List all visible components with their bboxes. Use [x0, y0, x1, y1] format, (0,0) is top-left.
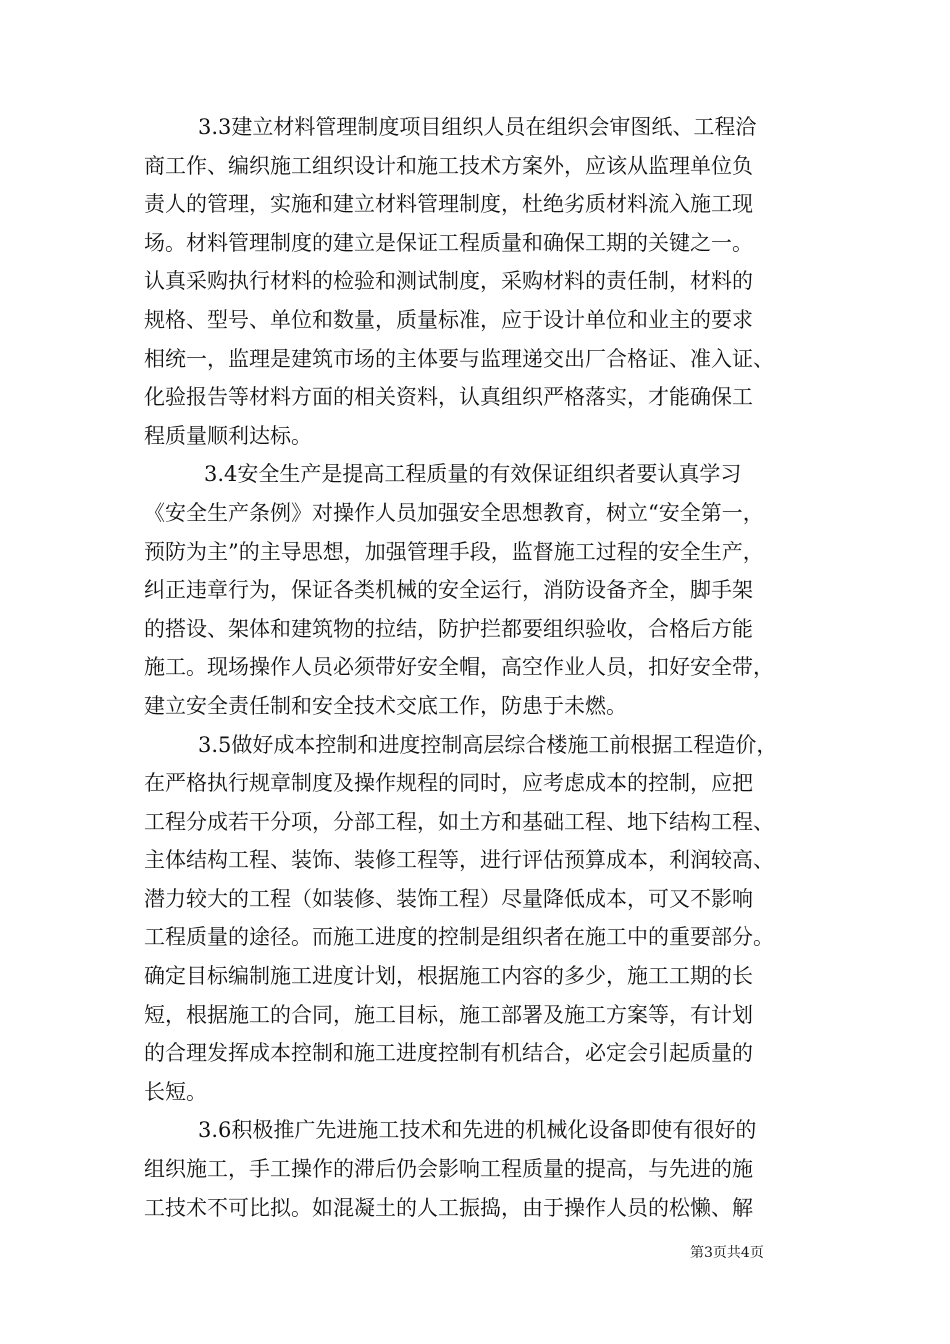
paragraph-3-6-line-2: 组织施工，手工操作的滞后仍会影响工程质量的提高，与先进的施: [144, 1157, 753, 1182]
paragraph-3-5-line-5: 潜力较大的工程（如装修、装饰工程）尽量降低成本，可又不影响: [144, 886, 753, 911]
paragraph-3-3-line-8: 化验报告等材料方面的相关资料，认真组织严格落实，才能确保工: [144, 385, 753, 410]
paragraph-3-3-line-7: 相统一，监理是建筑市场的主体要与监理递交出厂合格证、准入证、: [144, 346, 774, 371]
paragraph-3-4-line-4: 纠正违章行为，保证各类机械的安全运行，消防设备齐全，脚手架: [144, 578, 753, 603]
paragraph-3-3-line-1: 3.3建立材料管理制度项目组织人员在组织会审图纸、工程洽: [198, 115, 757, 139]
paragraph-3-5-line-6: 工程质量的途径。而施工进度的控制是组织者在施工中的重要部分。: [144, 925, 774, 950]
paragraph-3-5-line-1: 3.5做好成本控制和进度控制高层综合楼施工前根据工程造价，: [198, 732, 778, 757]
document-body: [144, 108, 816, 1227]
paragraph-3-5-line-7: 确定目标编制施工进度计划，根据施工内容的多少，施工工期的长: [144, 964, 753, 989]
paragraph-3-3-line-9: 程质量顺利达标。: [144, 423, 312, 448]
paragraph-3-5-line-2: 在严格执行规章制度及操作规程的同时，应考虑成本的控制，应把: [144, 771, 753, 796]
paragraph-3-4-line-2: 《安全生产条例》对操作人员加强安全思想教育，树立“安全第一，: [144, 500, 764, 525]
paragraph-3-3-line-4: 场。材料管理制度的建立是保证工程质量和确保工期的关键之一。: [144, 230, 753, 255]
paragraph-3-3-line-5: 认真采购执行材料的检验和测试制度，采购材料的责任制，材料的: [144, 269, 753, 294]
paragraph-3-6-line-1: 3.6积极推广先进施工技术和先进的机械化设备即使有很好的: [198, 1118, 757, 1143]
paragraph-3-5-line-8: 短，根据施工的合同，施工目标，施工部署及施工方案等，有计划: [144, 1002, 753, 1027]
paragraph-3-3-line-3: 责人的管理，实施和建立材料管理制度，杜绝劣质材料流入施工现: [144, 192, 753, 217]
paragraph-3-4-line-3: 预防为主”的主导思想，加强管理手段，监督施工过程的安全生产，: [144, 539, 764, 564]
paragraph-3-4-line-5: 的搭设、架体和建筑物的拉结，防护拦都要组织验收，合格后方能: [144, 616, 753, 641]
paragraph-3-4-line-1: 3.4安全生产是提高工程质量的有效保证组织者要认真学习: [204, 462, 742, 487]
paragraph-3-5-line-9: 的合理发挥成本控制和施工进度控制有机结合，必定会引起质量的: [144, 1041, 753, 1066]
paragraph-3-5-line-4: 主体结构工程、装饰、装修工程等，进行评估预算成本，利润较高、: [144, 848, 774, 873]
paragraph-3-3-line-2: 商工作、编织施工组织设计和施工技术方案外，应该从监理单位负: [144, 153, 753, 178]
paragraph-3-6-line-3: 工技术不可比拟。如混凝土的人工振捣，由于操作人员的松懒、解: [144, 1195, 753, 1220]
paragraph-3-5-line-10: 长短。: [144, 1079, 207, 1104]
paragraph-3-3-line-6: 规格、型号、单位和数量，质量标准，应于设计单位和业主的要求: [144, 307, 753, 332]
paragraph-3-4-line-6: 施工。现场操作人员必须带好安全帽，高空作业人员，扣好安全带，: [144, 655, 774, 680]
paragraph-3-5-line-3: 工程分成若干分项，分部工程，如土方和基础工程、地下结构工程、: [144, 809, 774, 834]
paragraph-3-4-line-7: 建立安全责任制和安全技术交底工作，防患于未燃。: [144, 693, 627, 718]
page-footer: 第3页共4页: [690, 1245, 764, 1261]
